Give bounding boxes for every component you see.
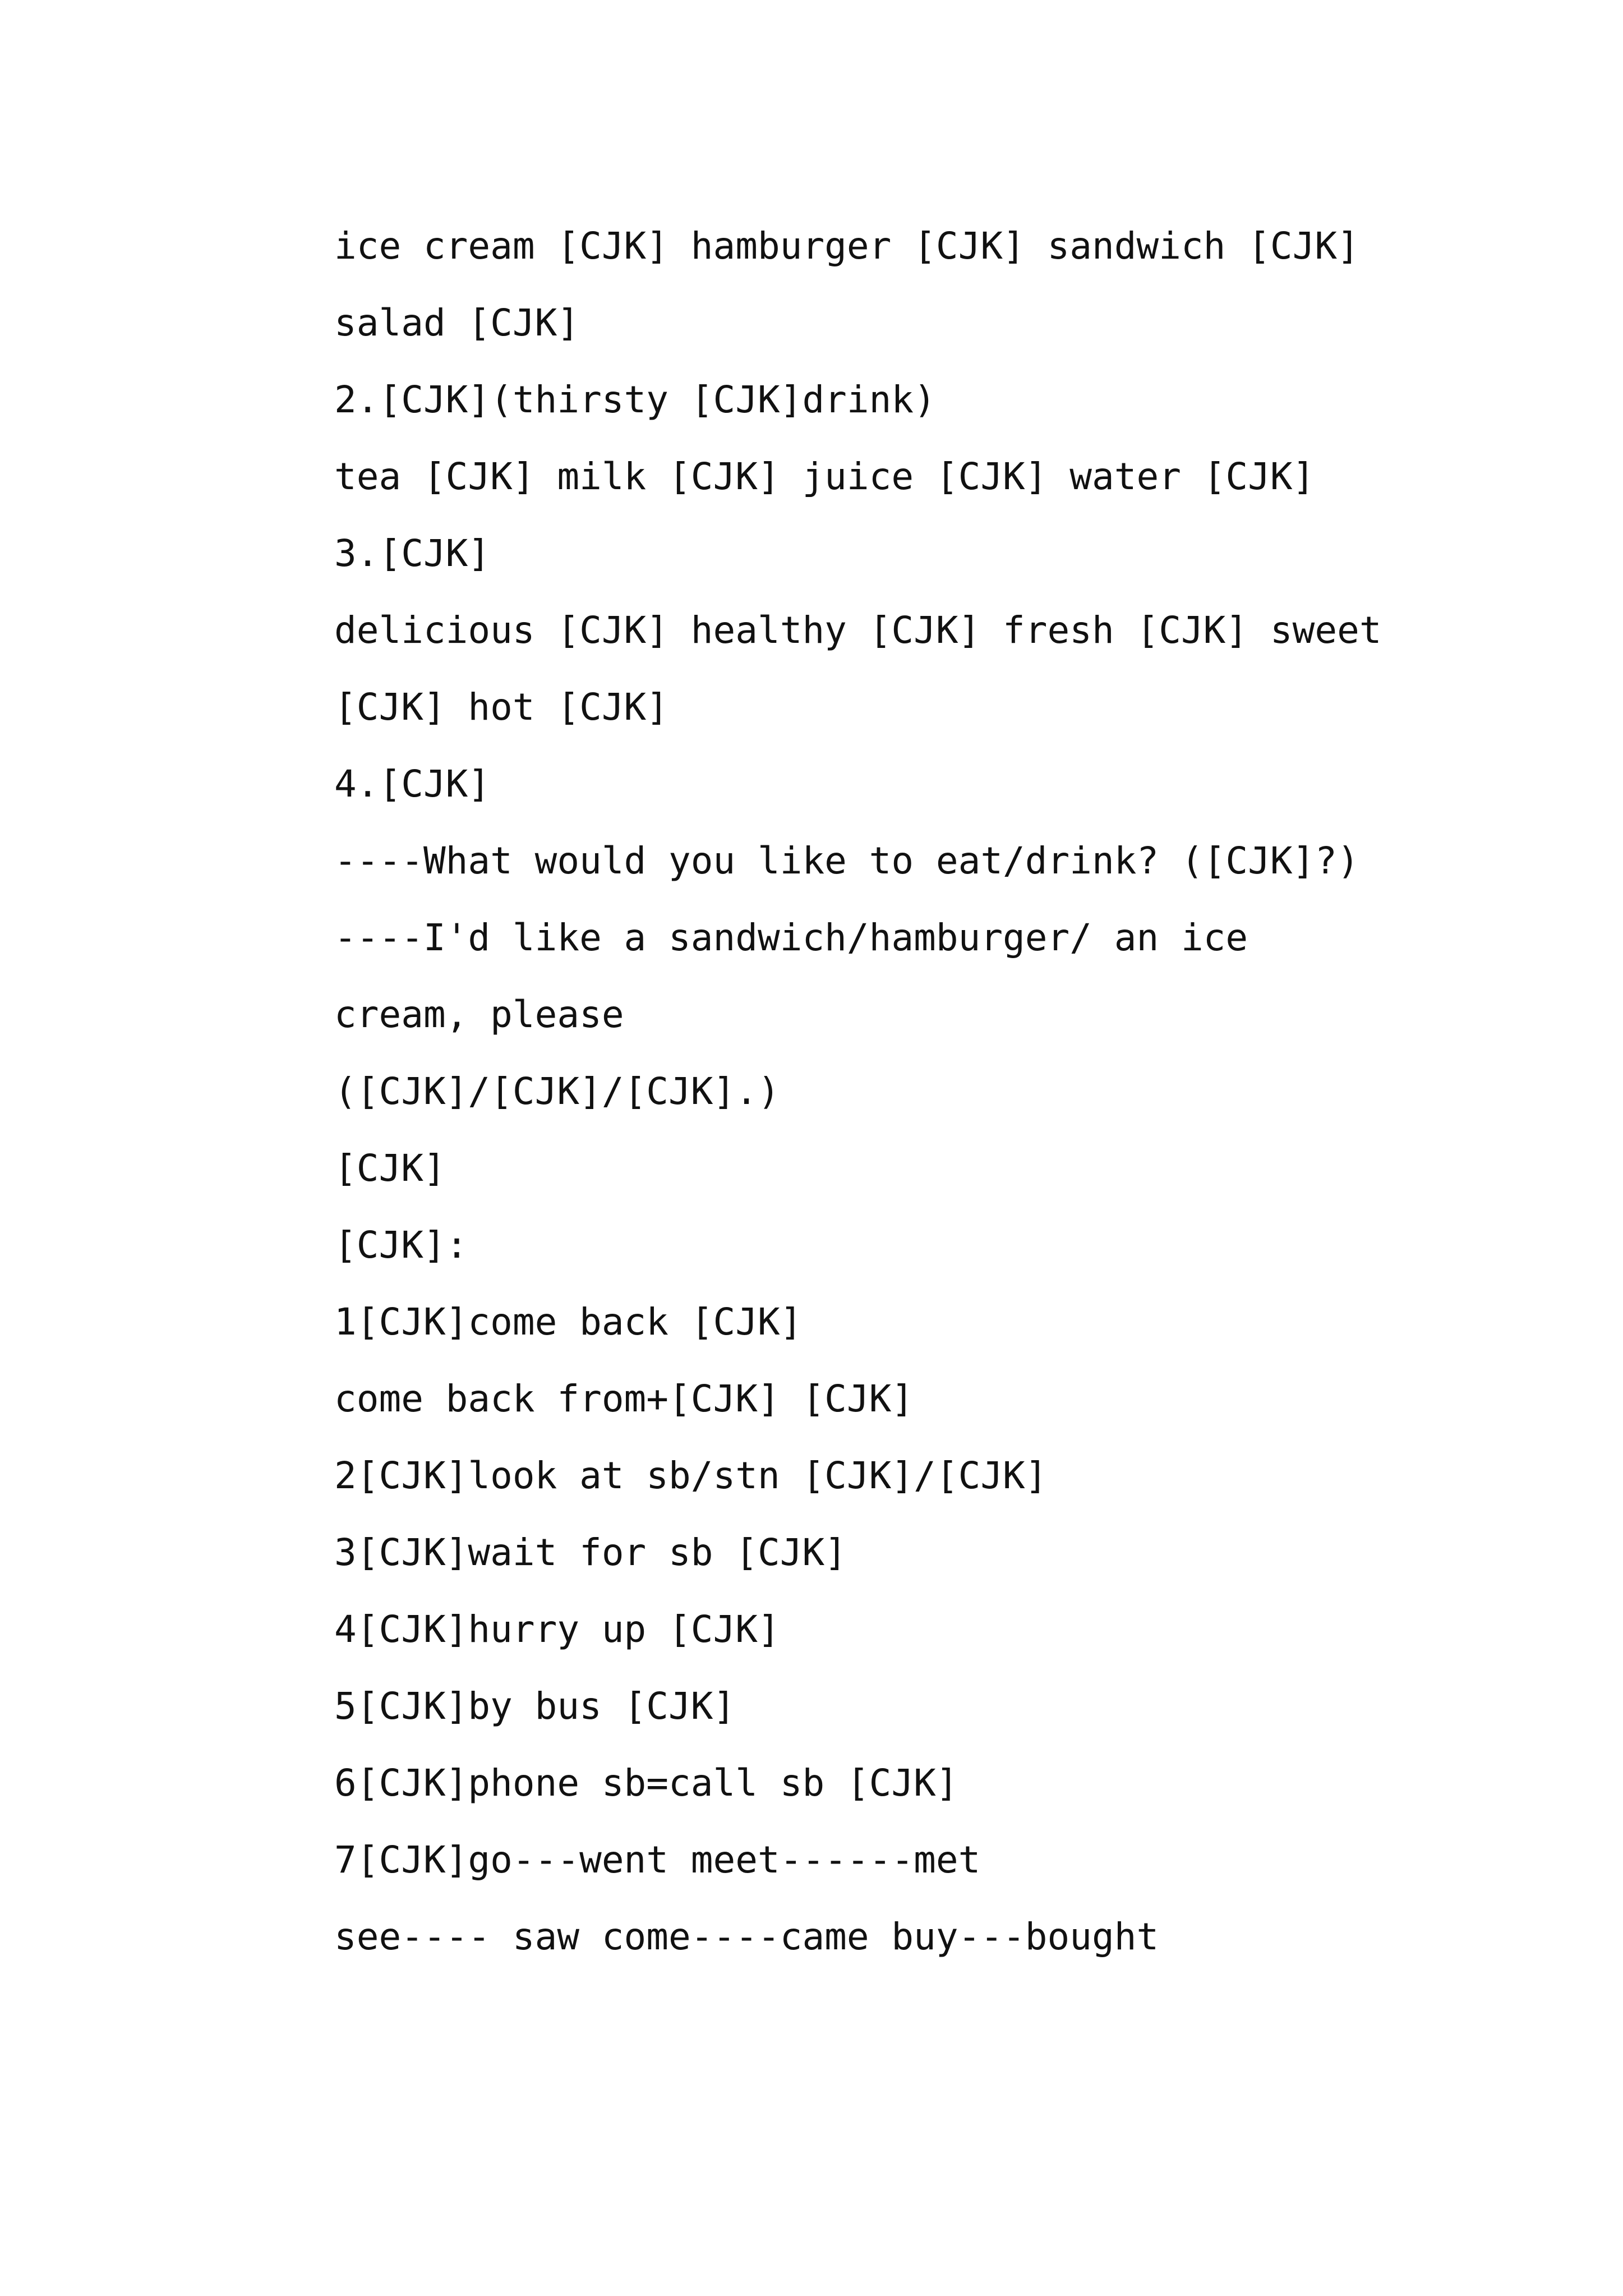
taste-words-line: delicious [CJK] healthy [CJK] fresh [CJK] sweet [CJK] hot [CJK] bbox=[334, 609, 1404, 729]
phrases-heading: [CJK]: bbox=[334, 1223, 468, 1267]
meal-heading: 4.[CJK] bbox=[334, 762, 491, 806]
phrase-item: 4[CJK]hurry up [CJK] bbox=[334, 1608, 780, 1651]
phrase-item: 1[CJK]come back [CJK] bbox=[334, 1300, 803, 1343]
meal-answer: ----I'd like a sandwich/hamburger/ an ice cream, please bbox=[334, 916, 1270, 1036]
document-page bbox=[247, 208, 1404, 1975]
phrase-item: 6[CJK]phone sb=call sb [CJK] bbox=[334, 1761, 958, 1805]
phrase-item: 7[CJK]go---went meet------met bbox=[334, 1838, 981, 1881]
taste-heading: 3.[CJK] bbox=[334, 532, 491, 575]
phrase-item: come back from+[CJK] [CJK] bbox=[334, 1377, 914, 1420]
phrase-item: 5[CJK]by bus [CJK] bbox=[334, 1685, 736, 1728]
drink-words-line: tea [CJK] milk [CJK] juice [CJK] water [CJK] bbox=[334, 455, 1315, 498]
phrase-item: 3[CJK]wait for sb [CJK] bbox=[334, 1531, 847, 1574]
meal-question: ----What would you like to eat/drink? ([CJK]?) bbox=[334, 839, 1359, 882]
phrase-item: 2[CJK]look at sb/stn [CJK]/[CJK] bbox=[334, 1454, 1048, 1497]
meal-answer-translation: ([CJK]/[CJK]/[CJK].) bbox=[334, 1070, 780, 1113]
phrase-item: see---- saw come----came buy---bought bbox=[334, 1915, 1159, 1958]
drinks-heading: 2.[CJK](thirsty [CJK]drink) bbox=[334, 378, 936, 421]
section-title: [CJK] bbox=[334, 1147, 446, 1190]
food-words-line: ice cream [CJK] hamburger [CJK] sandwich [CJK] salad [CJK] bbox=[334, 224, 1382, 344]
